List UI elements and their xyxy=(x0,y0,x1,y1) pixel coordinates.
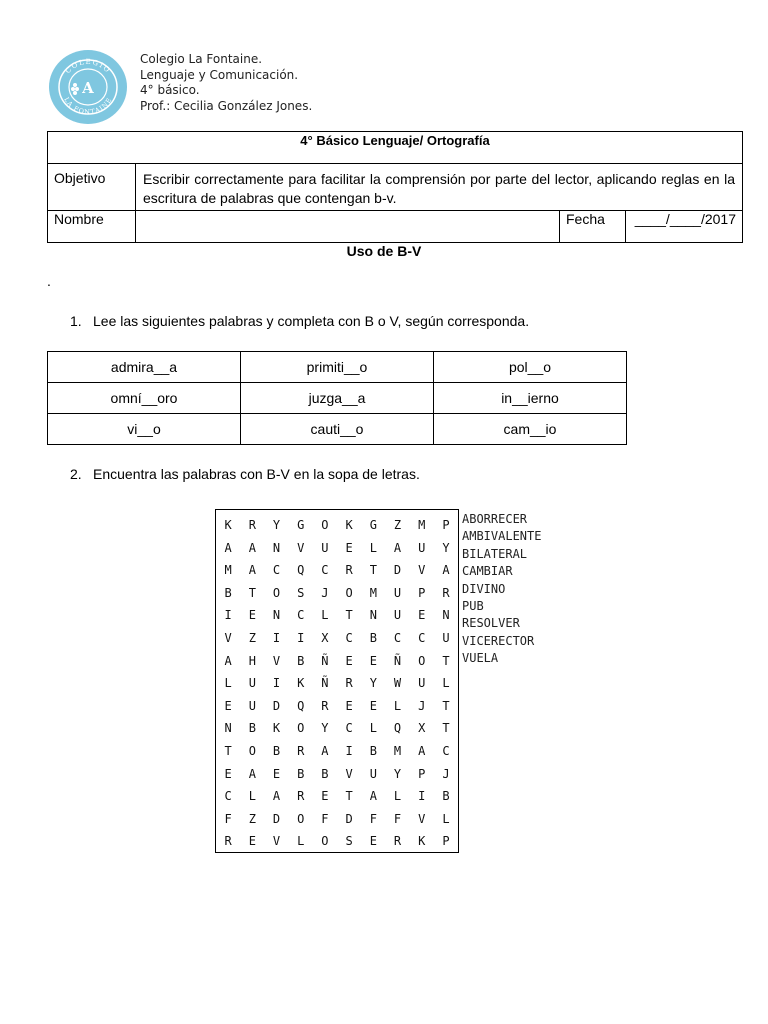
grid-letter[interactable]: A xyxy=(224,540,232,555)
grid-letter[interactable]: N xyxy=(272,540,281,555)
grid-letter[interactable]: K xyxy=(224,518,232,532)
grid-letter[interactable]: Y xyxy=(272,518,281,532)
grid-letter[interactable]: C xyxy=(345,721,353,736)
word-list-item: VUELA xyxy=(462,651,499,666)
grid-row xyxy=(216,672,458,695)
grid-letter[interactable]: V xyxy=(272,653,281,668)
grid-letter[interactable]: C xyxy=(418,630,426,645)
exercise-2-number: 2. xyxy=(70,466,82,482)
grid-letter[interactable]: I xyxy=(224,608,232,623)
grid-letter[interactable]: O xyxy=(248,743,256,758)
grid-letter[interactable]: T xyxy=(345,789,353,804)
word-list-item: BILATERAL xyxy=(462,546,528,561)
word-search-grid[interactable] xyxy=(215,509,459,853)
grid-letter[interactable]: V xyxy=(345,766,353,781)
grid-letter[interactable]: L xyxy=(297,834,305,849)
teacher-name: Prof.: Cecilia González Jones. xyxy=(140,98,313,113)
table-row xyxy=(48,414,627,445)
grid-letter[interactable]: Y xyxy=(393,766,402,781)
grid-letter[interactable]: C xyxy=(442,743,450,758)
grid-row xyxy=(216,740,458,763)
grid-letter[interactable]: F xyxy=(393,811,402,826)
grid-letter[interactable]: C xyxy=(224,789,232,804)
grid-letter[interactable]: E xyxy=(248,834,256,849)
grid-letter[interactable]: T xyxy=(442,698,450,713)
grid-letter[interactable]: K xyxy=(345,518,353,532)
word-cell[interactable]: juzga__a xyxy=(241,383,434,414)
grid-letter[interactable]: L xyxy=(224,676,232,691)
grid-letter[interactable]: K xyxy=(297,676,305,691)
grid-letter[interactable]: E xyxy=(369,698,377,713)
grid-letter[interactable]: D xyxy=(345,811,353,826)
grid-letter[interactable]: V xyxy=(224,630,232,645)
objective-text: Escribir correctamente para facilitar la comprensión por parte del lector, aplicando reglas en la escritura de palabras que contengan b-v. xyxy=(136,164,743,211)
exercise-1-number: 1. xyxy=(70,313,82,329)
grid-letter[interactable]: I xyxy=(345,743,353,758)
grid-letter[interactable]: O xyxy=(345,585,353,600)
grid-letter[interactable]: X xyxy=(418,721,426,736)
grid-letter[interactable]: A xyxy=(224,653,232,668)
grid-letter[interactable]: L xyxy=(442,811,450,826)
grid-row xyxy=(216,830,458,853)
grid-letter[interactable]: D xyxy=(272,698,281,713)
school-name: Colegio La Fontaine. xyxy=(140,52,263,66)
word-cell[interactable]: admira__a xyxy=(48,352,241,383)
grid-letter[interactable]: Z xyxy=(248,630,256,645)
grid-letter[interactable]: M xyxy=(224,563,232,578)
grid-row xyxy=(216,695,458,718)
grid-letter[interactable]: C xyxy=(321,563,329,578)
grid-letter[interactable]: L xyxy=(393,789,402,804)
grid-letter[interactable]: U xyxy=(442,630,450,645)
word-list-item: VICERECTOR xyxy=(462,633,535,648)
grid-row xyxy=(216,604,458,627)
grid-letter[interactable]: O xyxy=(297,811,305,826)
grid-letter[interactable]: I xyxy=(272,630,281,645)
grid-letter[interactable]: Y xyxy=(321,721,329,736)
grid-letter[interactable]: A xyxy=(369,789,377,804)
grid-row xyxy=(216,785,458,808)
grid-letter[interactable]: E xyxy=(345,653,353,668)
word-list-item: PUB xyxy=(462,599,484,614)
grid-letter[interactable]: L xyxy=(321,608,329,623)
grid-letter[interactable]: M xyxy=(393,743,402,758)
grid-letter[interactable]: B xyxy=(369,630,377,645)
grid-letter[interactable]: T xyxy=(442,721,450,736)
grid-letter[interactable]: R xyxy=(224,834,232,849)
word-list-item: DIVINO xyxy=(462,581,506,596)
grid-letter[interactable]: W xyxy=(393,676,402,691)
word-list-item: AMBIVALENTE xyxy=(462,529,542,544)
grid-letter[interactable]: V xyxy=(272,834,281,849)
grid-letter[interactable]: U xyxy=(248,698,256,713)
grid-letter[interactable]: S xyxy=(345,834,353,849)
word-cell[interactable]: omní__oro xyxy=(48,383,241,414)
grid-letter[interactable]: E xyxy=(418,608,426,623)
grid-letter[interactable]: R xyxy=(345,563,353,578)
name-label: Nombre xyxy=(48,211,136,243)
grid-letter[interactable]: B xyxy=(297,653,305,668)
grid-letter[interactable]: Ñ xyxy=(321,653,329,668)
logo-top-text: COLEGIO xyxy=(63,57,113,76)
exercise-1-text: Lee las siguientes palabras y completa con B o V, según corresponda. xyxy=(93,313,530,329)
grid-letter[interactable]: K xyxy=(272,721,281,736)
objective-label: Objetivo xyxy=(48,164,136,211)
grid-letter[interactable]: F xyxy=(321,811,329,826)
logo-letter: A xyxy=(82,79,94,97)
grid-row xyxy=(216,582,458,605)
grid-letter[interactable]: T xyxy=(345,608,353,623)
subject-name: Lenguaje y Comunicación. xyxy=(140,67,299,82)
grid-letter[interactable]: I xyxy=(272,676,281,691)
grid-letter[interactable]: F xyxy=(224,811,232,826)
grid-letter[interactable]: M xyxy=(369,585,377,600)
grid-letter[interactable]: B xyxy=(224,585,232,600)
school-info xyxy=(140,52,312,114)
exercise-1-instruction xyxy=(70,313,529,329)
grid-letter[interactable]: L xyxy=(442,676,450,691)
grid-letter[interactable]: H xyxy=(248,653,256,668)
word-cell[interactable]: pol__o xyxy=(434,352,627,383)
grid-letter[interactable]: P xyxy=(418,766,426,781)
grid-letter[interactable]: T xyxy=(369,563,377,578)
word-cell[interactable]: cauti__o xyxy=(241,414,434,445)
grid-letter[interactable]: E xyxy=(345,698,353,713)
grid-letter[interactable]: E xyxy=(345,540,353,555)
grid-letter[interactable]: J xyxy=(442,766,450,781)
word-list-item: RESOLVER xyxy=(462,616,520,631)
grid-letter[interactable]: K xyxy=(418,834,426,849)
grid-letter[interactable]: A xyxy=(393,540,402,555)
grid-letter[interactable]: E xyxy=(369,834,377,849)
section-title: Uso de B-V xyxy=(346,243,422,259)
grid-letter[interactable]: U xyxy=(418,676,426,691)
table-row xyxy=(48,383,627,414)
grid-letter[interactable]: Q xyxy=(297,698,305,713)
grid-letter[interactable]: Ñ xyxy=(321,676,329,691)
grid-letter[interactable]: U xyxy=(418,540,426,555)
grid-letter[interactable]: P xyxy=(442,834,450,849)
exercise-2-instruction xyxy=(70,466,420,482)
grid-letter[interactable]: Z xyxy=(248,811,256,826)
grid-letter[interactable]: V xyxy=(297,540,305,555)
grid-letter[interactable]: N xyxy=(442,608,450,623)
grid-letter[interactable]: V xyxy=(418,563,426,578)
grid-letter[interactable]: A xyxy=(248,540,256,555)
grid-row xyxy=(216,650,458,673)
grid-letter[interactable]: A xyxy=(442,563,450,578)
grid-letter[interactable]: O xyxy=(321,518,329,532)
grid-letter[interactable]: I xyxy=(418,789,426,804)
grid-letter[interactable]: R xyxy=(345,676,353,691)
grid-letter[interactable]: T xyxy=(224,743,232,758)
grid-letter[interactable]: U xyxy=(369,766,377,781)
grade-name: 4° básico. xyxy=(140,83,200,97)
grid-letter[interactable]: N xyxy=(369,608,377,623)
grid-letter[interactable]: M xyxy=(418,518,426,532)
grid-letter[interactable]: E xyxy=(369,653,377,668)
grid-letter[interactable]: C xyxy=(297,608,305,623)
exercise-2-text: Encuentra las palabras con B-V en la sopa de letras. xyxy=(93,466,420,482)
words-table xyxy=(47,351,627,445)
grid-letter[interactable]: T xyxy=(248,585,256,600)
grid-letter[interactable]: R xyxy=(248,518,256,532)
grid-letter[interactable]: B xyxy=(272,743,281,758)
date-field[interactable]: ____/____/2017 xyxy=(626,211,743,243)
grid-letter[interactable]: N xyxy=(272,608,281,623)
grid-letter[interactable]: J xyxy=(321,585,329,600)
grid-letter[interactable]: L xyxy=(393,698,402,713)
grid-letter[interactable]: E xyxy=(272,766,281,781)
grid-letter[interactable]: B xyxy=(369,743,377,758)
grid-letter[interactable]: Q xyxy=(393,721,402,736)
logo-bottom-text: LA FONTAINE xyxy=(62,95,114,117)
grid-letter[interactable]: F xyxy=(369,811,377,826)
word-list-item: ABORRECER xyxy=(462,512,528,526)
grid-letter[interactable]: R xyxy=(442,585,450,600)
grid-letter[interactable]: N xyxy=(224,721,232,736)
grid-letter[interactable]: Ñ xyxy=(393,653,402,668)
grid-letter[interactable]: L xyxy=(248,789,256,804)
school-logo xyxy=(48,49,128,125)
grid-letter[interactable]: C xyxy=(345,630,353,645)
grid-letter[interactable]: R xyxy=(321,698,329,713)
grid-letter[interactable]: E xyxy=(321,789,329,804)
word-list xyxy=(462,511,541,668)
grid-row xyxy=(216,808,458,831)
grid-letter[interactable]: P xyxy=(418,585,426,600)
grid-letter[interactable]: E xyxy=(224,766,232,781)
grid-letter[interactable]: Y xyxy=(369,676,377,691)
word-cell[interactable]: in__ierno xyxy=(434,383,627,414)
grid-letter[interactable]: R xyxy=(297,743,305,758)
grid-letter[interactable]: B xyxy=(321,766,329,781)
grid-letter[interactable]: D xyxy=(272,811,281,826)
grid-letter[interactable]: B xyxy=(442,789,450,804)
grid-row xyxy=(216,763,458,786)
grid-letter[interactable]: T xyxy=(442,653,450,668)
grid-letter[interactable]: U xyxy=(248,676,256,691)
grid-letter[interactable]: A xyxy=(248,766,256,781)
grid-letter[interactable]: R xyxy=(297,789,305,804)
word-cell[interactable]: primiti__o xyxy=(241,352,434,383)
grid-letter[interactable]: C xyxy=(272,563,281,578)
grid-letter[interactable]: A xyxy=(321,743,329,758)
grid-letter[interactable]: U xyxy=(393,608,402,623)
grid-letter[interactable]: E xyxy=(248,608,256,623)
worksheet-title: 4° Básico Lenguaje/ Ortografía xyxy=(48,132,743,164)
grid-letter[interactable]: G xyxy=(297,518,305,532)
grid-row xyxy=(216,559,458,582)
grid-letter[interactable]: P xyxy=(442,518,450,532)
grid-letter[interactable]: J xyxy=(418,698,426,713)
grid-letter[interactable]: G xyxy=(369,518,377,532)
grid-row xyxy=(216,514,458,537)
grid-letter[interactable]: L xyxy=(369,721,377,736)
grid-letter[interactable]: Q xyxy=(297,563,305,578)
grid-letter[interactable]: I xyxy=(297,630,305,645)
grid-letter[interactable]: U xyxy=(393,585,402,600)
grid-letter[interactable]: A xyxy=(418,743,426,758)
grid-letter[interactable]: A xyxy=(248,563,256,578)
word-cell[interactable]: vi__o xyxy=(48,414,241,445)
grid-letter[interactable]: O xyxy=(297,721,305,736)
grid-row xyxy=(216,717,458,740)
grid-letter[interactable]: L xyxy=(369,540,377,555)
grid-letter[interactable]: S xyxy=(297,585,305,600)
info-table xyxy=(47,131,743,243)
grid-letter[interactable]: E xyxy=(224,698,232,713)
grid-letter[interactable]: C xyxy=(393,630,402,645)
grid-letter[interactable]: R xyxy=(393,834,402,849)
grid-letter[interactable]: A xyxy=(272,789,281,804)
grid-letter[interactable]: Z xyxy=(393,518,402,532)
word-cell[interactable]: cam__io xyxy=(434,414,627,445)
grid-row xyxy=(216,627,458,650)
name-field[interactable] xyxy=(136,211,560,243)
word-list-item: CAMBIAR xyxy=(462,564,513,579)
grid-letter[interactable]: Y xyxy=(442,540,450,555)
grid-letter[interactable]: O xyxy=(321,834,329,849)
grid-letter[interactable]: O xyxy=(418,653,426,668)
grid-letter[interactable]: V xyxy=(418,811,426,826)
grid-letter[interactable]: U xyxy=(321,540,329,555)
grid-letter[interactable]: X xyxy=(321,630,329,645)
table-row xyxy=(48,352,627,383)
grid-letter[interactable]: O xyxy=(272,585,281,600)
grid-letter[interactable]: D xyxy=(393,563,402,578)
grid-letter[interactable]: B xyxy=(248,721,256,736)
date-label: Fecha xyxy=(560,211,626,243)
grid-letter[interactable]: B xyxy=(297,766,305,781)
stray-dot: . xyxy=(47,273,51,289)
grid-row xyxy=(216,537,458,560)
